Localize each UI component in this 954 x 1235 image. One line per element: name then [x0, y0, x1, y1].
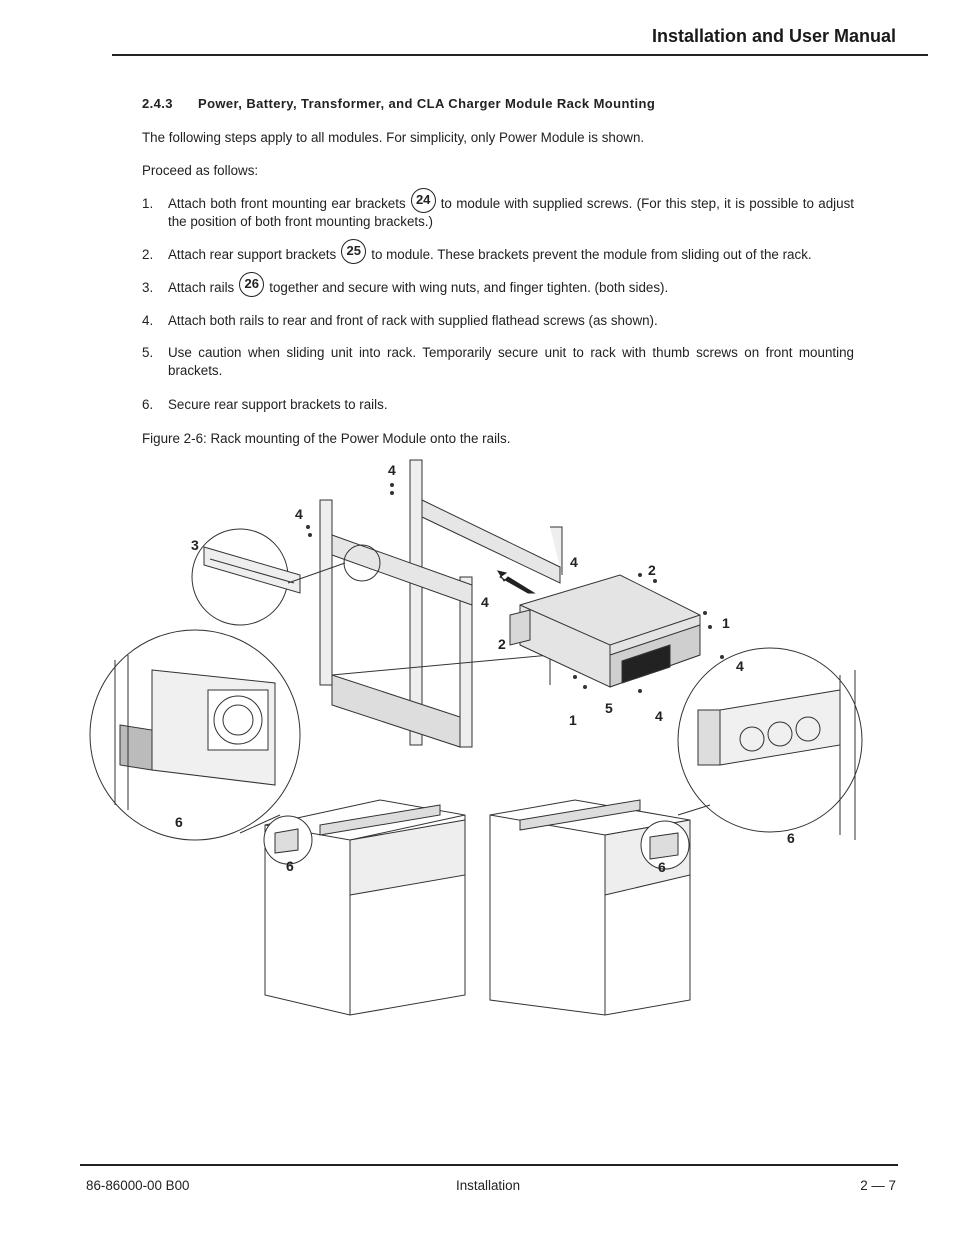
step-1 — [142, 192, 855, 231]
callout-label: 4 — [388, 462, 396, 478]
step-text: Attach rails — [168, 280, 235, 295]
step-text: together and secure with wing nuts, and finger tighten. (both sides). — [269, 280, 669, 295]
header-rule — [112, 54, 928, 56]
section-number: 2.4.3 — [142, 96, 173, 111]
callout-label: 6 — [286, 858, 294, 874]
callout-label: 6 — [175, 814, 183, 830]
step-5 — [142, 344, 854, 380]
footer-doc-number: 86-86000-00 B00 — [86, 1178, 190, 1193]
footer-rule — [80, 1164, 898, 1166]
detail-circle-rear-bracket — [90, 630, 300, 840]
callout-label: 4 — [655, 708, 663, 724]
callout-label: 4 — [481, 594, 489, 610]
step-text: to module with supplied screws. (For this step, it is possible to adjust the position of both front mounting brackets.) — [168, 196, 855, 229]
intro-paragraph: The following steps apply to all modules. For simplicity, only Power Module is shown. — [142, 130, 645, 145]
part-callout-badge: 26 — [239, 272, 264, 297]
section-heading — [142, 96, 655, 111]
step-number: 5. — [142, 345, 154, 360]
callout-label: 4 — [295, 506, 303, 522]
part-callout-badge: 24 — [411, 188, 436, 213]
footer-page-number: 2 — 7 — [860, 1178, 896, 1193]
power-module — [510, 575, 700, 687]
callout-label: 2 — [648, 562, 656, 578]
step-text: Use caution when sliding unit into rack. Temporarily secure unit to rack with thumb screws on front mounting brackets. — [168, 345, 854, 378]
rack-assembled-right — [490, 800, 690, 1015]
callout-label: 6 — [787, 830, 795, 846]
callout-label: 4 — [736, 658, 744, 674]
rack-assembled-left — [264, 800, 465, 1015]
step-text: Attach both front mounting ear brackets — [168, 196, 406, 211]
step-3 — [142, 276, 854, 297]
callout-label: 5 — [605, 700, 613, 716]
step-text: to module. These brackets prevent the module from sliding out of the rack. — [371, 247, 812, 262]
figure-caption: Figure 2-6: Rack mounting of the Power Module onto the rails. — [142, 431, 511, 446]
step-2 — [142, 243, 854, 264]
rack-mounting-figure — [80, 455, 880, 1025]
proceed-paragraph: Proceed as follows: — [142, 163, 259, 178]
step-text: Attach both rails to rear and front of rack with supplied flathead screws (as shown). — [168, 313, 658, 328]
callout-label: 2 — [498, 636, 506, 652]
page-header-title: Installation and User Manual — [651, 26, 896, 46]
step-4 — [142, 312, 854, 330]
footer-section: Installation — [456, 1178, 521, 1193]
callout-label: 6 — [658, 859, 666, 875]
step-number: 4. — [142, 313, 154, 328]
step-number: 2. — [142, 247, 154, 262]
part-callout-badge: 25 — [341, 239, 366, 264]
rack-mounting-illustration — [80, 455, 880, 1025]
callout-label: 1 — [722, 615, 730, 631]
detail-circle-front-bracket — [678, 648, 862, 840]
step-6 — [142, 396, 854, 414]
callout-label: 1 — [569, 712, 577, 728]
callout-label: 4 — [570, 554, 578, 570]
section-title: Power, Battery, Transformer, and CLA Charger Module Rack Mounting — [198, 96, 656, 111]
step-number: 3. — [142, 280, 154, 295]
step-number: 6. — [142, 397, 154, 412]
callout-label: 3 — [191, 537, 199, 553]
step-text: Attach rear support brackets — [168, 247, 337, 262]
step-text: Secure rear support brackets to rails. — [168, 397, 388, 412]
step-number: 1. — [142, 196, 154, 211]
